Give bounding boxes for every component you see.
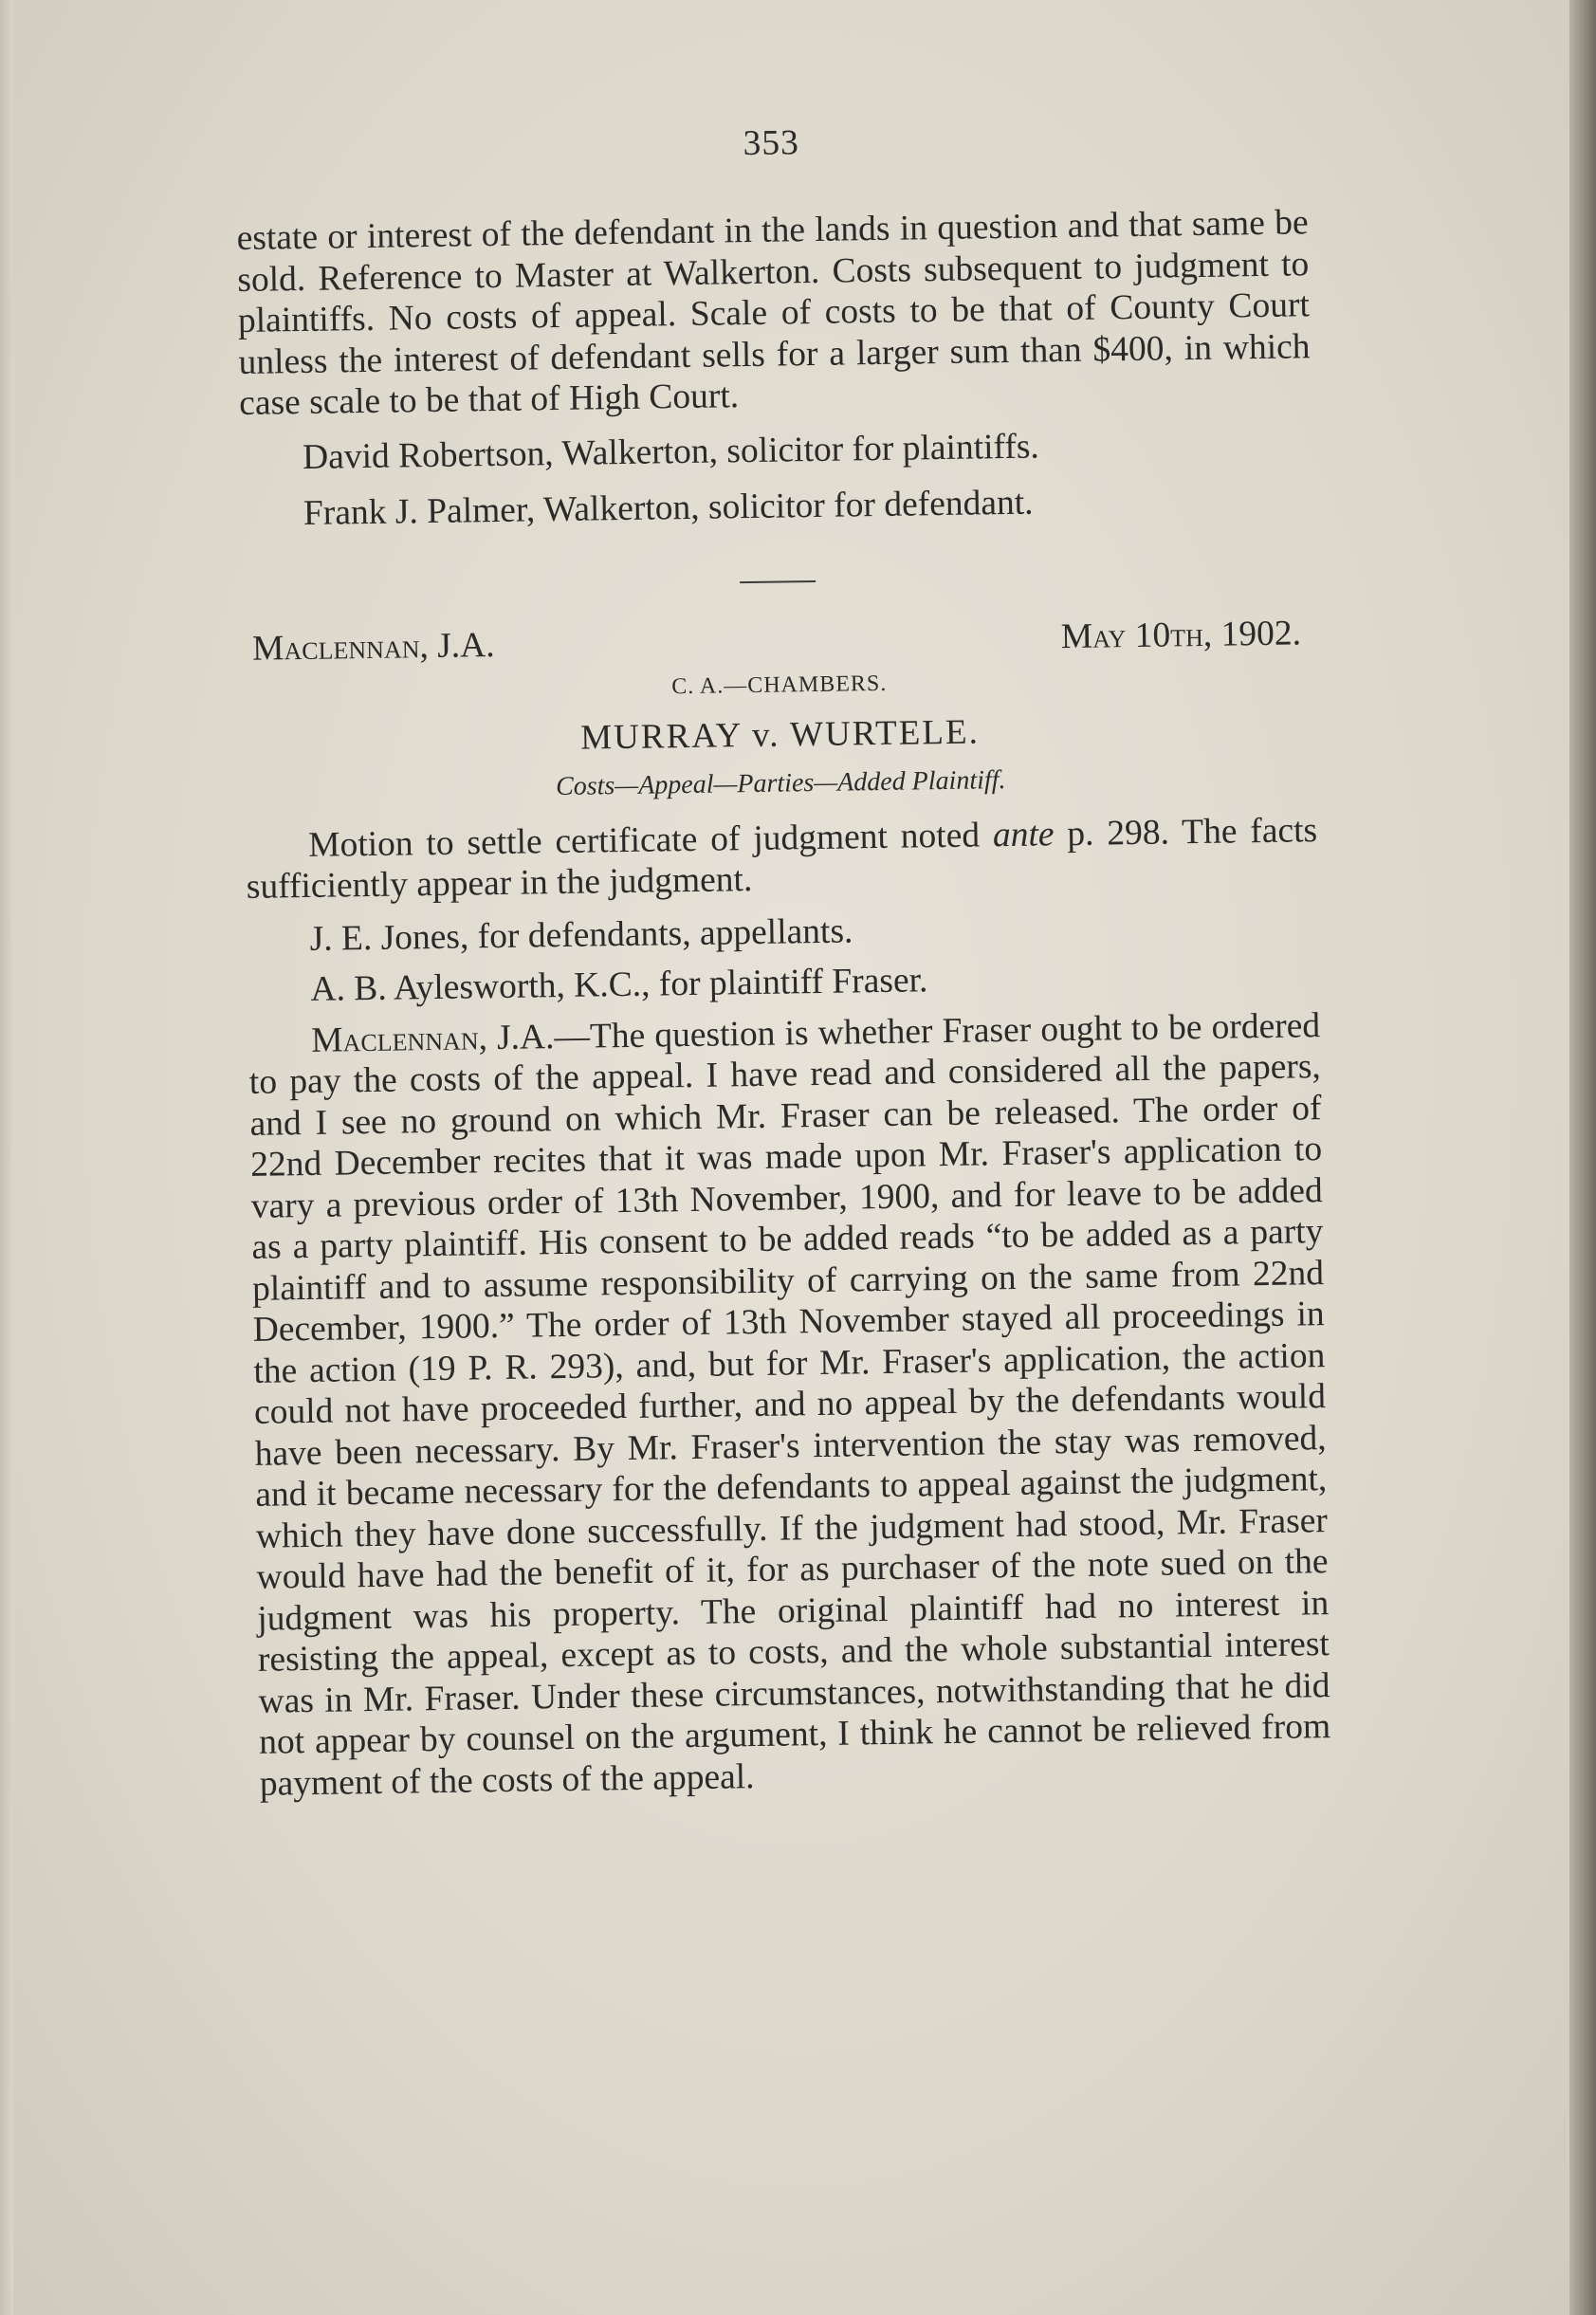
case-headnote: Costs—Appeal—Parties—Added Plaintiff. — [555, 765, 1006, 802]
case-judge: Maclennan, J.A. — [251, 625, 495, 669]
motion-text-before: Motion to settle certificate of judgment noted — [307, 815, 994, 865]
counsel-plaintiff: A. B. Aylesworth, K.C., for plaintiff Fraser. — [310, 961, 928, 1009]
page-number: 353 — [743, 123, 800, 164]
case-title: MURRAY v. WURTELE. — [579, 711, 981, 758]
solicitor-defendant: Frank J. Palmer, Walkerton, solicitor for defendant. — [303, 483, 1034, 533]
solicitor-plaintiffs: David Robertson, Walkerton, solicitor for plaintiffs. — [302, 426, 1040, 477]
judgment-paragraph — [248, 1005, 1331, 1805]
section-divider — [740, 579, 816, 582]
judgment-judge-name: Maclennan, J.A. — [310, 1017, 555, 1060]
motion-paragraph — [246, 810, 1318, 909]
counsel-defendants: J. E. Jones, for defendants, appellants. — [309, 910, 853, 959]
case-date: May 10th, 1902. — [1060, 613, 1302, 656]
page-left-edge — [0, 0, 13, 2315]
motion-ante: ante — [992, 814, 1055, 854]
top-paragraph: estate or interest of the defendant in the lands in question and that same be sold. Reference to Master at Walkerton. Costs subsequent to judgment to plaintiffs. No costs of appeal. Scale of costs to be that of County Court unless the interest of defendant sells for a larger sum than $400, in which case scale to be that of High Court. — [236, 203, 1311, 423]
page-binding-edge — [1569, 0, 1596, 2315]
motion-text-after: p. 298. The facts sufficiently appear in the judgment. — [246, 810, 1318, 907]
judgment-text: —The question is whether Fraser ought to be ordered to pay the costs of the appeal. I have read and considered all the papers, and I see no ground on which Mr. Fraser can be released. The order of 22nd December recites that it was made upon Mr. Fraser's application to vary a previous order of 13th November, 1900, and for leave to be added as a party plaintiff. His consent to be added reads “to be added as a party plaintiff and to assume responsibility of carrying on the same from 22nd December, 1900.” The order of 13th November stayed all proceedings in the action (19 P. R. 293), and, but for Mr. Fraser's application, the action could not have proceeded further, and no appeal by the defendants would have been necessary. By Mr. Fraser's intervention the stay was removed, and it became necessary for the defendants to appeal against the judgment, which they have done successfully. If the judgment had stood, Mr. Fraser would have had the benefit of it, for as purchaser of the note sued on the judgment was his property. The original plaintiff had no interest in resisting the appeal, except as to costs, and the whole substantial interest was in Mr. Fraser. Under these circumstances, notwithstanding that he did not appear by counsel on the argument, I think he cannot be relieved from payment of the costs of the appeal. — [248, 1005, 1331, 1804]
page-text-block — [235, 115, 1331, 1805]
court-label: C. A.—CHAMBERS. — [671, 671, 888, 700]
